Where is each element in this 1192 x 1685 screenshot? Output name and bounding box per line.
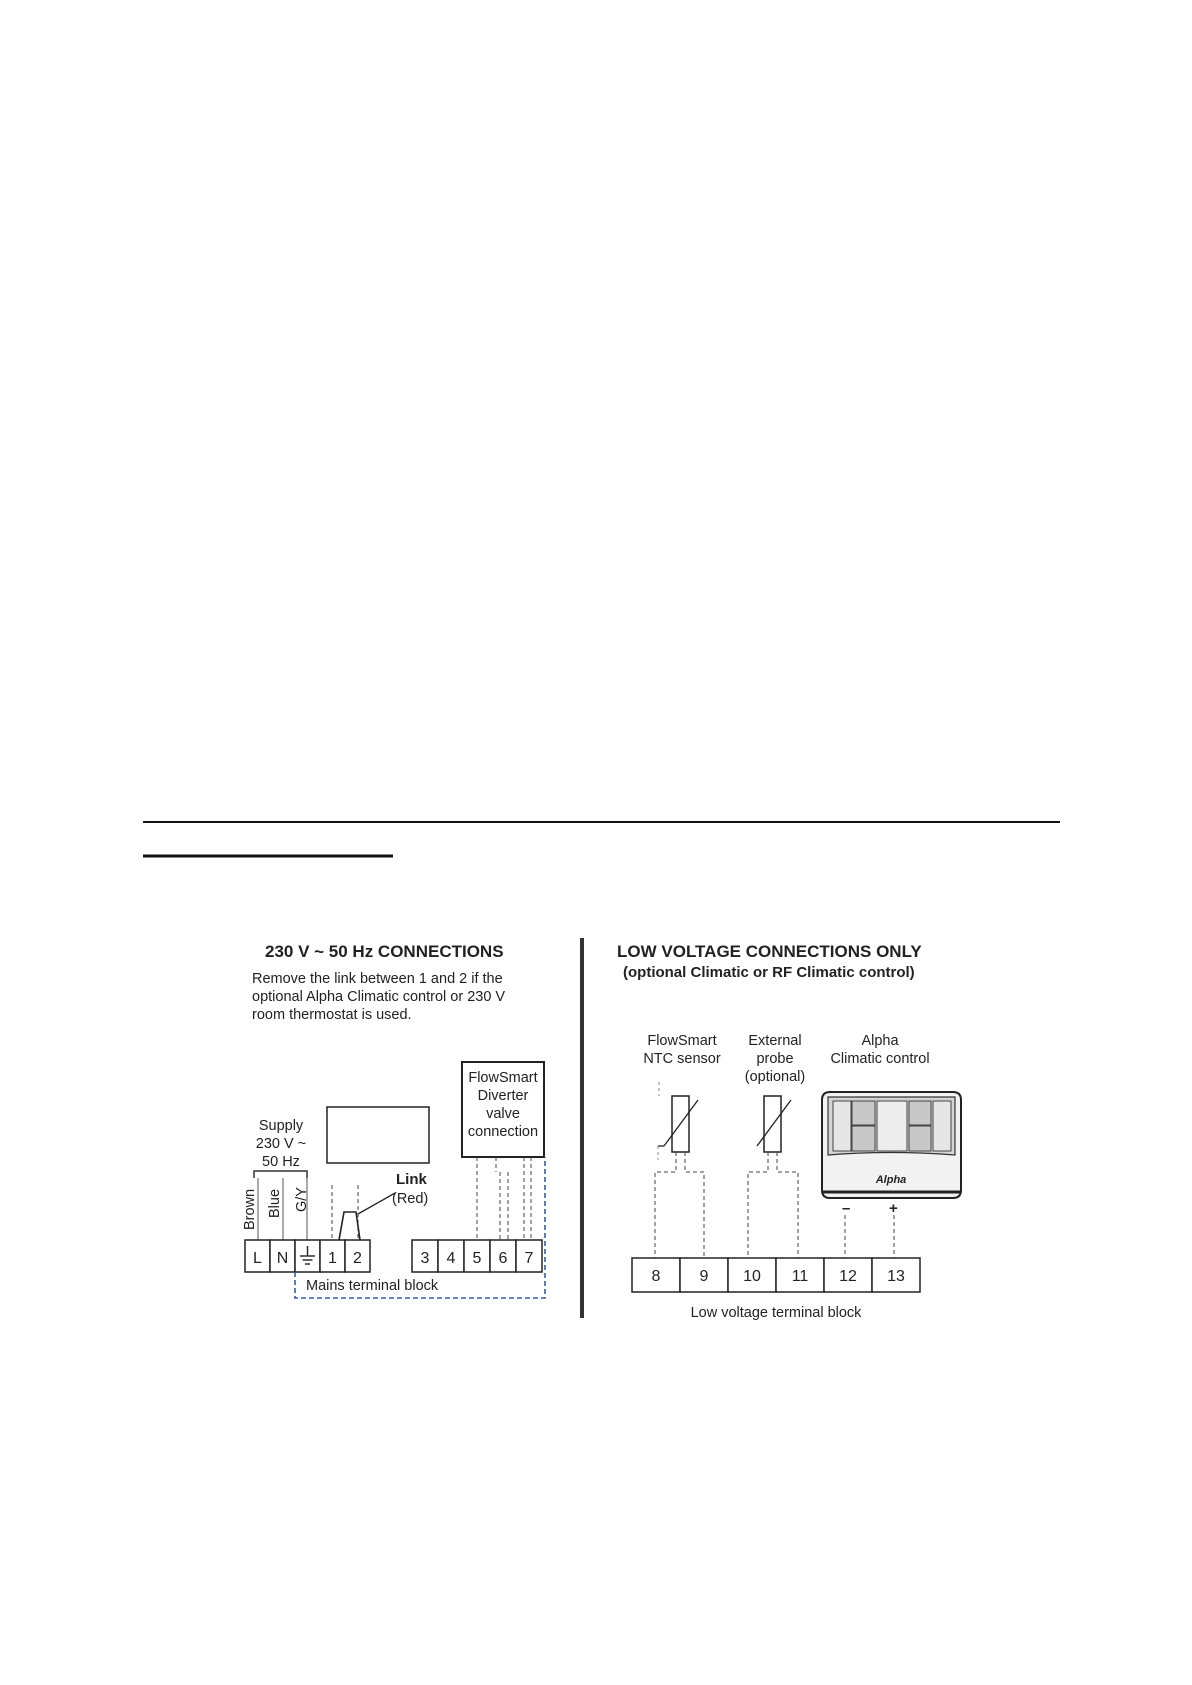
link-label: Link [396, 1171, 427, 1188]
terminal-label-13: 13 [887, 1268, 905, 1285]
instruction-line-1: Remove the link between 1 and 2 if the [252, 971, 503, 987]
terminal-label-L: L [253, 1250, 262, 1267]
polarity-plus: + [889, 1200, 898, 1217]
diverter-label-line-4: connection [467, 1124, 539, 1140]
ntc-sensor-wires [655, 1152, 704, 1258]
low-voltage-terminals [632, 1258, 920, 1292]
wire-label-brown: Brown [242, 1188, 258, 1230]
diverter-label-line-1: FlowSmart [468, 1070, 538, 1086]
link-bridge [339, 1212, 360, 1240]
supply-label-line-3: 50 Hz [262, 1154, 300, 1170]
sensor-label-line-2: NTC sensor [643, 1051, 721, 1067]
terminal-label-5: 5 [472, 1250, 482, 1267]
terminal-label-2: 2 [353, 1250, 362, 1267]
ntc-sensor-icon [658, 1082, 698, 1160]
instruction-line-3: room thermostat is used. [252, 1007, 412, 1023]
sensor-label-line-1: FlowSmart [647, 1033, 717, 1049]
left-panel [242, 942, 545, 1298]
external-probe-icon [757, 1096, 791, 1152]
terminal-label-9: 9 [699, 1268, 709, 1285]
wire-label-gy: G/Y [294, 1187, 310, 1212]
mains-terminals-group-2 [412, 1240, 542, 1272]
mains-terminals-group-1 [245, 1240, 370, 1272]
probe-label-line-1: External [748, 1033, 802, 1049]
supply-label-line-1: Supply [258, 1118, 304, 1134]
terminal-label-11: 11 [791, 1268, 809, 1285]
probe-label-line-3: (optional) [744, 1069, 806, 1085]
instruction-line-2: optional Alpha Climatic control or 230 V [252, 989, 506, 1005]
right-panel-title: LOW VOLTAGE CONNECTIONS ONLY [617, 942, 922, 961]
diverter-label-line-3: valve [486, 1106, 520, 1122]
terminal-label-12: 12 [839, 1268, 857, 1285]
diverter-wires [477, 1157, 531, 1240]
low-voltage-block-label: Low voltage terminal block [690, 1305, 862, 1321]
thermostat-box [327, 1107, 429, 1163]
terminal-label-4: 4 [446, 1250, 456, 1267]
diverter-label-line-2: Diverter [477, 1088, 529, 1104]
probe-label-line-2: probe [756, 1051, 794, 1067]
supply-bracket [254, 1171, 307, 1178]
terminal-label-1: 1 [328, 1250, 337, 1267]
alpha-brand-logo: Alpha [875, 1174, 907, 1186]
supply-label-line-2: 230 V ~ [255, 1136, 307, 1152]
terminal-label-6: 6 [498, 1250, 508, 1267]
wire-label-blue: Blue [267, 1188, 283, 1218]
terminal-label-N: N [276, 1250, 289, 1267]
terminal-label-3: 3 [420, 1250, 430, 1267]
mains-block-label: Mains terminal block [306, 1278, 439, 1294]
link-pointer [358, 1193, 395, 1214]
polarity-minus: – [842, 1200, 851, 1217]
terminal-label-8: 8 [651, 1268, 661, 1285]
right-panel [617, 942, 961, 1321]
control-label-line-1: Alpha [861, 1033, 899, 1049]
terminal-label-7: 7 [524, 1250, 534, 1267]
control-label-line-2: Climatic control [830, 1051, 930, 1067]
right-panel-subtitle: (optional Climatic or RF Climatic control) [623, 964, 915, 981]
link-color-label: (Red) [392, 1191, 429, 1207]
terminal-label-10: 10 [743, 1268, 761, 1285]
external-probe-wires [748, 1152, 798, 1258]
left-panel-title: 230 V ~ 50 Hz CONNECTIONS [265, 942, 504, 961]
